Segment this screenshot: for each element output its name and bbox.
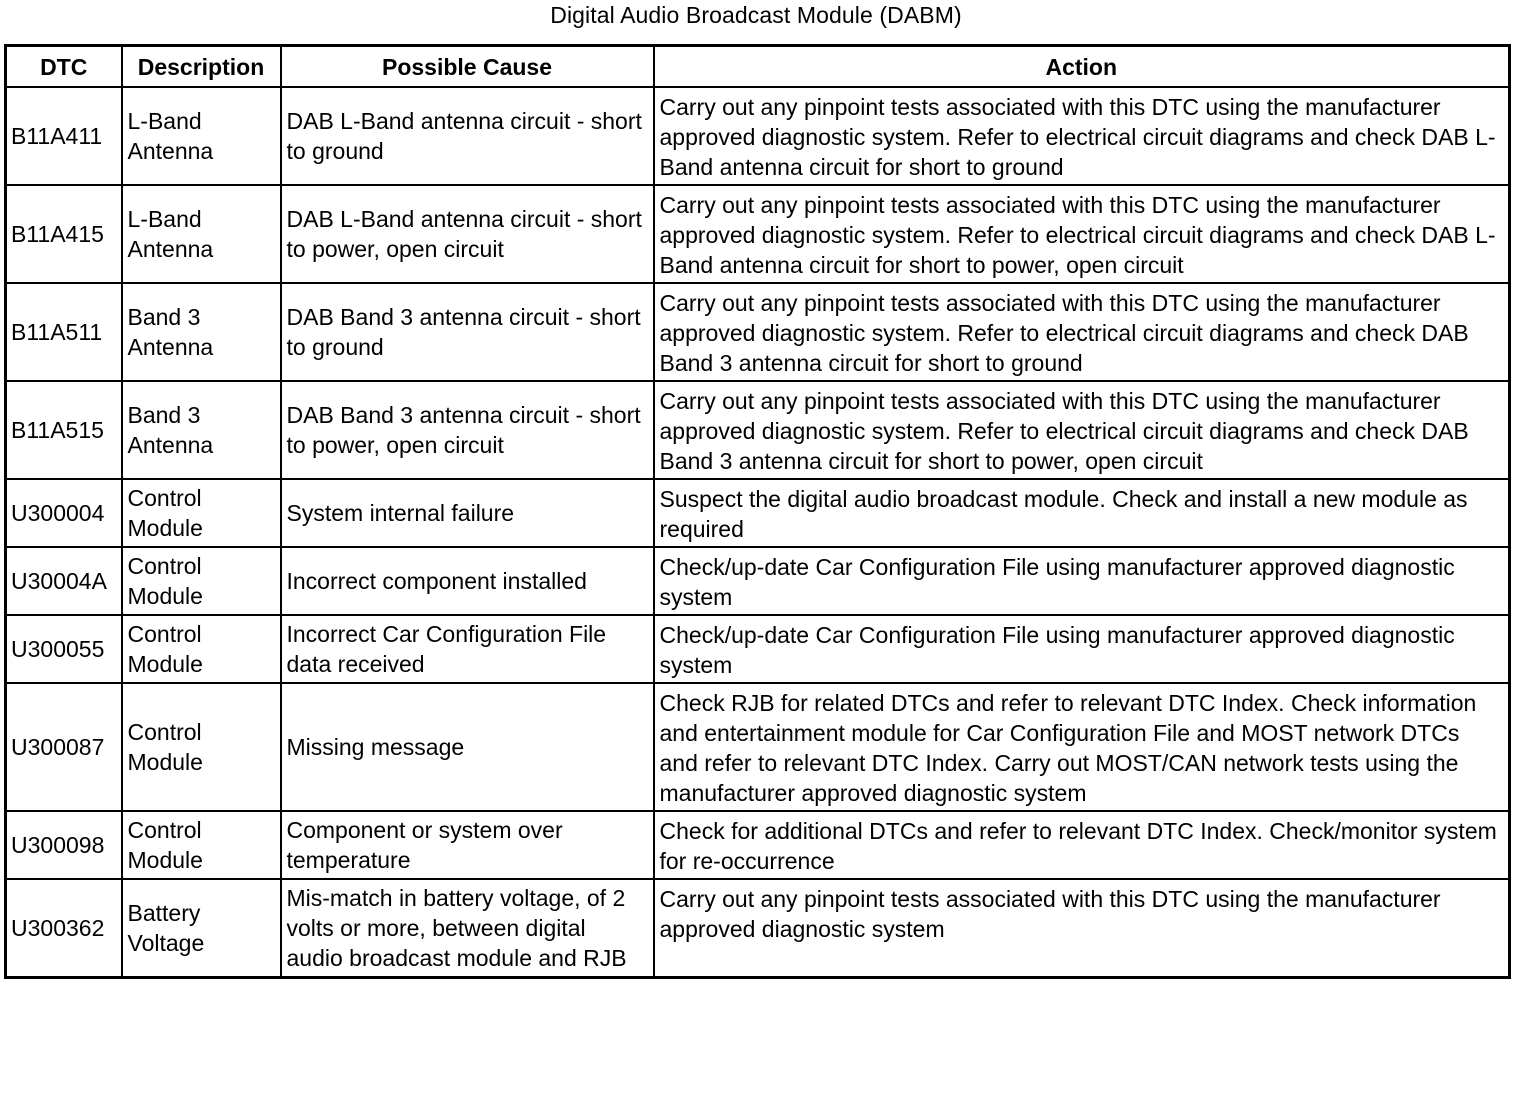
dtc-description: Control Module xyxy=(122,479,281,547)
table-row xyxy=(6,879,1510,978)
dtc-cause: System internal failure xyxy=(281,479,654,547)
dtc-code: U300004 xyxy=(6,479,122,547)
column-header-dtc: DTC xyxy=(6,46,122,88)
dtc-code: B11A411 xyxy=(6,87,122,185)
dtc-description: Control Module xyxy=(122,615,281,683)
column-header-description: Description xyxy=(122,46,281,88)
dtc-code: U300087 xyxy=(6,683,122,811)
table-row xyxy=(6,811,1510,879)
dtc-action: Check RJB for related DTCs and refer to relevant DTC Index. Check information and entertainment module for Car Configuration File and MOST network DTCs and refer to relevant DTC Index. Carry out MOST/CAN network tests using the manufacturer approved diagnostic system xyxy=(654,683,1510,811)
dtc-description: Control Module xyxy=(122,811,281,879)
dtc-action: Carry out any pinpoint tests associated with this DTC using the manufacturer approved diagnostic system. Refer to electrical circuit diagrams and check DAB L-Band antenna circuit for short to power, open circuit xyxy=(654,185,1510,283)
dtc-code: U300098 xyxy=(6,811,122,879)
dtc-table xyxy=(4,44,1511,979)
table-row xyxy=(6,479,1510,547)
dtc-code: B11A515 xyxy=(6,381,122,479)
dtc-description: L-Band Antenna xyxy=(122,87,281,185)
dtc-cause: Incorrect Car Configuration File data received xyxy=(281,615,654,683)
table-row xyxy=(6,615,1510,683)
dtc-action: Carry out any pinpoint tests associated with this DTC using the manufacturer approved diagnostic system. Refer to electrical circuit diagrams and check DAB Band 3 antenna circuit for short to ground xyxy=(654,283,1510,381)
table-row xyxy=(6,381,1510,479)
dtc-cause: Component or system over temperature xyxy=(281,811,654,879)
dtc-cause: DAB Band 3 antenna circuit - short to ground xyxy=(281,283,654,381)
dtc-action: Carry out any pinpoint tests associated with this DTC using the manufacturer approved diagnostic system xyxy=(654,879,1510,978)
dtc-code: B11A415 xyxy=(6,185,122,283)
dtc-code: U300362 xyxy=(6,879,122,978)
table-row xyxy=(6,683,1510,811)
table-row xyxy=(6,87,1510,185)
dtc-cause: Mis-match in battery voltage, of 2 volts or more, between digital audio broadcast module and RJB xyxy=(281,879,654,978)
dtc-code: B11A511 xyxy=(6,283,122,381)
dtc-description: Band 3 Antenna xyxy=(122,381,281,479)
dtc-cause: DAB L-Band antenna circuit - short to ground xyxy=(281,87,654,185)
column-header-action: Action xyxy=(654,46,1510,88)
page-title: Digital Audio Broadcast Module (DABM) xyxy=(550,2,962,28)
dtc-code: U300055 xyxy=(6,615,122,683)
dtc-action: Check/up-date Car Configuration File using manufacturer approved diagnostic system xyxy=(654,547,1510,615)
dtc-action: Check/up-date Car Configuration File using manufacturer approved diagnostic system xyxy=(654,615,1510,683)
dtc-action: Check for additional DTCs and refer to relevant DTC Index. Check/monitor system for re-occurrence xyxy=(654,811,1510,879)
table-row xyxy=(6,547,1510,615)
dtc-description: L-Band Antenna xyxy=(122,185,281,283)
dtc-cause: DAB L-Band antenna circuit - short to power, open circuit xyxy=(281,185,654,283)
table-row xyxy=(6,185,1510,283)
table-row xyxy=(6,283,1510,381)
dtc-description: Battery Voltage xyxy=(122,879,281,978)
dtc-cause: Incorrect component installed xyxy=(281,547,654,615)
dtc-action: Carry out any pinpoint tests associated with this DTC using the manufacturer approved diagnostic system. Refer to electrical circuit diagrams and check DAB Band 3 antenna circuit for short to power, open circuit xyxy=(654,381,1510,479)
dtc-code: U30004A xyxy=(6,547,122,615)
dtc-cause: Missing message xyxy=(281,683,654,811)
dtc-action: Suspect the digital audio broadcast module. Check and install a new module as required xyxy=(654,479,1510,547)
table-header-row xyxy=(6,46,1510,88)
dtc-description: Control Module xyxy=(122,683,281,811)
column-header-cause: Possible Cause xyxy=(281,46,654,88)
dtc-action: Carry out any pinpoint tests associated with this DTC using the manufacturer approved diagnostic system. Refer to electrical circuit diagrams and check DAB L-Band antenna circuit for short to ground xyxy=(654,87,1510,185)
dtc-description: Band 3 Antenna xyxy=(122,283,281,381)
dtc-cause: DAB Band 3 antenna circuit - short to power, open circuit xyxy=(281,381,654,479)
dtc-description: Control Module xyxy=(122,547,281,615)
